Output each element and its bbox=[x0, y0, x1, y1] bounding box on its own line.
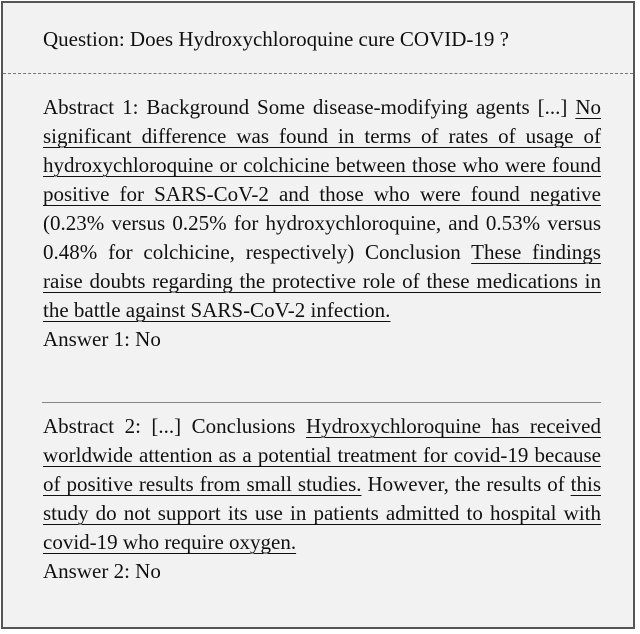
abstract-1-block bbox=[43, 93, 601, 354]
abstract-1-highlight-2: These findings raise doubts regarding the protective role of these medications in the battle against SARS-CoV-2 infection. bbox=[43, 240, 601, 322]
abstract-2-highlight-2: this study do not support its use in patients admitted to hospital with covid-19 who require oxygen. bbox=[43, 472, 601, 554]
abstract-1-highlight-1: No significant difference was found in terms of rates of usage of hydroxychloroquine or colchicine between those who were found positive for SARS-CoV-2 and those who were found negative bbox=[43, 95, 601, 206]
abstract-2-highlight-1: Hydroxychloroquine has received worldwide attention as a potential treatment for covid-19 because of positive results from small studies. bbox=[43, 414, 601, 496]
question-text: Question: Does Hydroxychloroquine cure COVID-19 ? bbox=[43, 27, 509, 51]
answer-1: Answer 1: No bbox=[43, 327, 161, 351]
abstract-1-middle: (0.23% versus 0.25% for hydroxychloroquine, and 0.53% versus 0.48% for colchicine, respectively) Conclusion bbox=[43, 211, 601, 264]
dashed-divider bbox=[3, 73, 633, 74]
abstract-2-intro: Abstract 2: [...] Conclusions bbox=[43, 414, 306, 438]
qa-example-box bbox=[1, 1, 635, 629]
answer-2: Answer 2: No bbox=[43, 559, 161, 583]
abstract-2-block bbox=[43, 412, 601, 586]
solid-divider bbox=[42, 402, 601, 403]
abstract-1-intro: Abstract 1: Background Some disease-modifying agents [...] bbox=[43, 95, 576, 119]
abstract-2-middle: However, the results of bbox=[361, 472, 571, 496]
